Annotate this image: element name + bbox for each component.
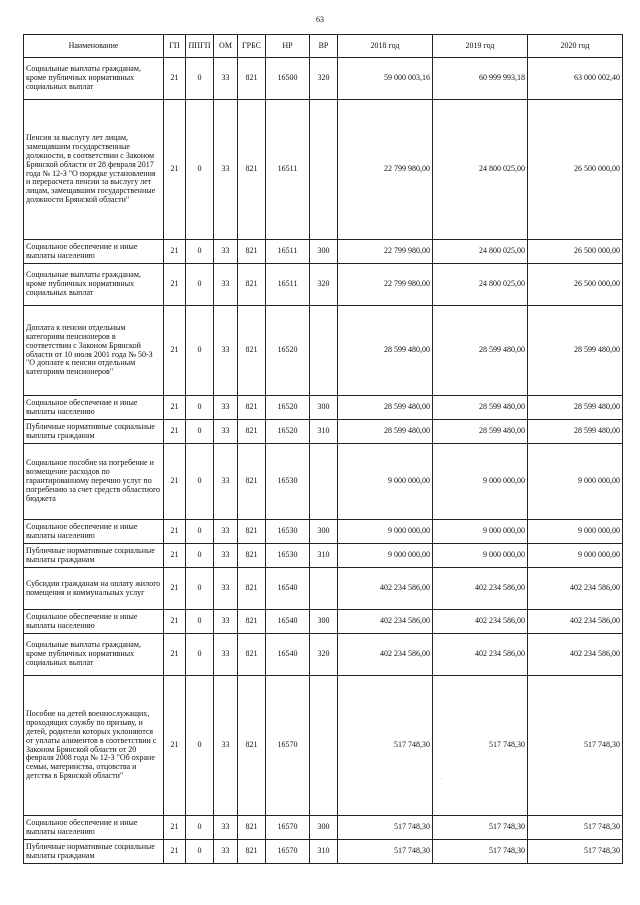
- cell-gp: 21: [164, 264, 186, 306]
- cell-gp: 21: [164, 610, 186, 634]
- cell-nr: 16540: [266, 634, 310, 676]
- table-row: [24, 100, 623, 240]
- cell-nr: 16540: [266, 568, 310, 610]
- cell-gp: 21: [164, 58, 186, 100]
- cell-name: Публичные нормативные социальные выплаты гражданам: [24, 840, 164, 864]
- cell-grbs: 821: [238, 676, 266, 816]
- cell-vr: 300: [310, 240, 338, 264]
- cell-y2019: 9 000 000,00: [433, 444, 528, 520]
- cell-grbs: 821: [238, 444, 266, 520]
- cell-y2018: 9 000 000,00: [338, 544, 433, 568]
- cell-vr: 300: [310, 520, 338, 544]
- cell-nr: 16511: [266, 100, 310, 240]
- cell-nr: 16511: [266, 240, 310, 264]
- cell-y2018: 22 799 980,00: [338, 264, 433, 306]
- table-row: [24, 444, 623, 520]
- cell-gp: 21: [164, 840, 186, 864]
- cell-om: 33: [214, 816, 238, 840]
- cell-name: Социальное обеспечение и иные выплаты населению: [24, 520, 164, 544]
- cell-y2018: 22 799 980,00: [338, 240, 433, 264]
- cell-y2018: 59 000 003,16: [338, 58, 433, 100]
- cell-gp: 21: [164, 676, 186, 816]
- cell-grbs: 821: [238, 306, 266, 396]
- cell-gp: 21: [164, 634, 186, 676]
- cell-om: 33: [214, 568, 238, 610]
- cell-om: 33: [214, 240, 238, 264]
- table-row: [24, 544, 623, 568]
- cell-om: 33: [214, 444, 238, 520]
- cell-ppgp: 0: [186, 520, 214, 544]
- scan-mark: .: [441, 775, 443, 781]
- cell-ppgp: 0: [186, 840, 214, 864]
- cell-name: Социальное обеспечение и иные выплаты населению: [24, 240, 164, 264]
- cell-y2020: 402 234 586,00: [528, 634, 623, 676]
- table-row: [24, 520, 623, 544]
- cell-y2020: 26 500 000,00: [528, 100, 623, 240]
- cell-ppgp: 0: [186, 240, 214, 264]
- cell-y2020: 517 748,30: [528, 840, 623, 864]
- table-row: [24, 306, 623, 396]
- table-row: [24, 676, 623, 816]
- cell-grbs: 821: [238, 240, 266, 264]
- cell-name: Социальные выплаты гражданам, кроме публичных нормативных социальных выплат: [24, 264, 164, 306]
- cell-y2019: 60 999 993,18: [433, 58, 528, 100]
- header-grbs: ГРБС: [238, 35, 266, 58]
- cell-y2018: 28 599 480,00: [338, 420, 433, 444]
- cell-y2020: 517 748,30: [528, 676, 623, 816]
- cell-name: Пенсия за выслугу лет лицам, замещавшим государственные должности, в соответствии с Законом Брянской области от 28 февраля 2017 года № 12-З "О порядке установления и перерасчета пенсии за выслугу лет лицам, замещавшим государственные должности Брянской области": [24, 100, 164, 240]
- cell-y2019: 402 234 586,00: [433, 568, 528, 610]
- cell-om: 33: [214, 610, 238, 634]
- header-ppgp: ППГП: [186, 35, 214, 58]
- cell-y2020: 28 599 480,00: [528, 396, 623, 420]
- cell-y2018: 9 000 000,00: [338, 520, 433, 544]
- cell-om: 33: [214, 100, 238, 240]
- cell-ppgp: 0: [186, 610, 214, 634]
- cell-y2019: 517 748,30: [433, 816, 528, 840]
- cell-nr: 16500: [266, 58, 310, 100]
- cell-vr: 300: [310, 610, 338, 634]
- cell-y2018: 517 748,30: [338, 840, 433, 864]
- cell-y2019: 28 599 480,00: [433, 306, 528, 396]
- cell-y2020: 9 000 000,00: [528, 544, 623, 568]
- cell-ppgp: 0: [186, 816, 214, 840]
- cell-y2020: 28 599 480,00: [528, 420, 623, 444]
- cell-nr: 16520: [266, 306, 310, 396]
- cell-gp: 21: [164, 240, 186, 264]
- cell-name: Пособие на детей военнослужащих, проходящих службу по призыву, и детей, родители которых уклоняются от уплаты алиментов в соответствии с Законом Брянской области от 20 февраля 2008 года № 12-З "Об охране семьи, материнства, отцовства и детства в Брянской области": [24, 676, 164, 816]
- cell-name: Социальное обеспечение и иные выплаты населению: [24, 816, 164, 840]
- table-row: [24, 264, 623, 306]
- cell-name: Социальное пособие на погребение и возмещение расходов по гарантированному перечню услуг по погребению за счет средств областного бюджета: [24, 444, 164, 520]
- cell-vr: 320: [310, 264, 338, 306]
- cell-vr: [310, 568, 338, 610]
- cell-name: Социальное обеспечение и иные выплаты населению: [24, 396, 164, 420]
- cell-nr: 16540: [266, 610, 310, 634]
- cell-vr: [310, 306, 338, 396]
- cell-om: 33: [214, 840, 238, 864]
- header-gp: ГП: [164, 35, 186, 58]
- cell-vr: [310, 444, 338, 520]
- table-row: [24, 58, 623, 100]
- cell-gp: 21: [164, 396, 186, 420]
- cell-y2018: 402 234 586,00: [338, 610, 433, 634]
- cell-grbs: 821: [238, 840, 266, 864]
- cell-y2020: 28 599 480,00: [528, 306, 623, 396]
- header-2018: 2018 год: [338, 35, 433, 58]
- cell-grbs: 821: [238, 100, 266, 240]
- table-row: [24, 240, 623, 264]
- cell-y2018: 28 599 480,00: [338, 396, 433, 420]
- cell-vr: 300: [310, 816, 338, 840]
- cell-vr: 300: [310, 396, 338, 420]
- cell-ppgp: 0: [186, 420, 214, 444]
- cell-nr: 16520: [266, 420, 310, 444]
- cell-om: 33: [214, 58, 238, 100]
- cell-y2018: 22 799 980,00: [338, 100, 433, 240]
- cell-y2019: 24 800 025,00: [433, 240, 528, 264]
- cell-om: 33: [214, 544, 238, 568]
- budget-table: [23, 34, 623, 864]
- table-row: [24, 634, 623, 676]
- cell-gp: 21: [164, 568, 186, 610]
- cell-grbs: 821: [238, 610, 266, 634]
- table-header-row: [24, 35, 623, 58]
- cell-grbs: 821: [238, 420, 266, 444]
- cell-name: Публичные нормативные социальные выплаты гражданам: [24, 544, 164, 568]
- cell-y2019: 517 748,30: [433, 840, 528, 864]
- cell-grbs: 821: [238, 520, 266, 544]
- cell-ppgp: 0: [186, 568, 214, 610]
- cell-ppgp: 0: [186, 306, 214, 396]
- cell-gp: 21: [164, 444, 186, 520]
- cell-y2020: 9 000 000,00: [528, 520, 623, 544]
- header-nr: НР: [266, 35, 310, 58]
- cell-y2020: 63 000 002,40: [528, 58, 623, 100]
- cell-y2020: 402 234 586,00: [528, 610, 623, 634]
- cell-gp: 21: [164, 420, 186, 444]
- header-om: ОМ: [214, 35, 238, 58]
- cell-name: Публичные нормативные социальные выплаты гражданам: [24, 420, 164, 444]
- header-2019: 2019 год: [433, 35, 528, 58]
- cell-name: Социальные выплаты гражданам, кроме публичных нормативных социальных выплат: [24, 634, 164, 676]
- cell-y2019: 28 599 480,00: [433, 396, 528, 420]
- cell-nr: 16570: [266, 840, 310, 864]
- cell-vr: 310: [310, 544, 338, 568]
- cell-nr: 16530: [266, 444, 310, 520]
- cell-y2019: 9 000 000,00: [433, 520, 528, 544]
- cell-gp: 21: [164, 520, 186, 544]
- cell-om: 33: [214, 676, 238, 816]
- cell-y2018: 517 748,30: [338, 676, 433, 816]
- header-name: Наименование: [24, 35, 164, 58]
- cell-om: 33: [214, 520, 238, 544]
- cell-om: 33: [214, 420, 238, 444]
- cell-vr: [310, 676, 338, 816]
- cell-y2020: 9 000 000,00: [528, 444, 623, 520]
- cell-nr: 16570: [266, 676, 310, 816]
- cell-nr: 16511: [266, 264, 310, 306]
- cell-y2018: 517 748,30: [338, 816, 433, 840]
- cell-vr: 320: [310, 634, 338, 676]
- cell-y2019: 24 800 025,00: [433, 100, 528, 240]
- cell-om: 33: [214, 264, 238, 306]
- cell-ppgp: 0: [186, 396, 214, 420]
- cell-y2018: 28 599 480,00: [338, 306, 433, 396]
- header-vr: ВР: [310, 35, 338, 58]
- cell-name: Доплата к пенсии отдельным категориям пенсионеров в соответствии с Законом Брянской области от 10 июля 2001 года № 50-З "О доплате к пенсии отдельным категориям пенсионеров": [24, 306, 164, 396]
- cell-y2018: 402 234 586,00: [338, 634, 433, 676]
- cell-om: 33: [214, 634, 238, 676]
- cell-grbs: 821: [238, 568, 266, 610]
- cell-grbs: 821: [238, 264, 266, 306]
- cell-y2019: 24 800 025,00: [433, 264, 528, 306]
- cell-ppgp: 0: [186, 264, 214, 306]
- page-number: 63: [316, 15, 324, 24]
- table-row: [24, 816, 623, 840]
- cell-gp: 21: [164, 544, 186, 568]
- cell-y2020: 26 500 000,00: [528, 240, 623, 264]
- cell-om: 33: [214, 396, 238, 420]
- cell-y2019: 402 234 586,00: [433, 610, 528, 634]
- cell-ppgp: 0: [186, 58, 214, 100]
- cell-y2020: 402 234 586,00: [528, 568, 623, 610]
- cell-y2020: 26 500 000,00: [528, 264, 623, 306]
- cell-gp: 21: [164, 306, 186, 396]
- cell-nr: 16570: [266, 816, 310, 840]
- cell-nr: 16520: [266, 396, 310, 420]
- cell-nr: 16530: [266, 544, 310, 568]
- cell-ppgp: 0: [186, 544, 214, 568]
- cell-vr: 310: [310, 420, 338, 444]
- cell-grbs: 821: [238, 816, 266, 840]
- cell-y2019: 28 599 480,00: [433, 420, 528, 444]
- cell-grbs: 821: [238, 634, 266, 676]
- cell-vr: 320: [310, 58, 338, 100]
- table-row: [24, 568, 623, 610]
- cell-grbs: 821: [238, 58, 266, 100]
- cell-ppgp: 0: [186, 634, 214, 676]
- cell-ppgp: 0: [186, 444, 214, 520]
- table-row: [24, 396, 623, 420]
- cell-vr: [310, 100, 338, 240]
- table-row: [24, 610, 623, 634]
- cell-vr: 310: [310, 840, 338, 864]
- cell-name: Социальное обеспечение и иные выплаты населению: [24, 610, 164, 634]
- cell-name: Социальные выплаты гражданам, кроме публичных нормативных социальных выплат: [24, 58, 164, 100]
- cell-gp: 21: [164, 100, 186, 240]
- cell-y2019: 517 748,30: [433, 676, 528, 816]
- cell-grbs: 821: [238, 396, 266, 420]
- cell-ppgp: 0: [186, 100, 214, 240]
- cell-y2019: 9 000 000,00: [433, 544, 528, 568]
- cell-y2018: 9 000 000,00: [338, 444, 433, 520]
- header-2020: 2020 год: [528, 35, 623, 58]
- cell-gp: 21: [164, 816, 186, 840]
- cell-y2018: 402 234 586,00: [338, 568, 433, 610]
- table-row: [24, 840, 623, 864]
- table-row: [24, 420, 623, 444]
- cell-name: Субсидии гражданам на оплату жилого помещения и коммунальных услуг: [24, 568, 164, 610]
- cell-y2019: 402 234 586,00: [433, 634, 528, 676]
- cell-grbs: 821: [238, 544, 266, 568]
- cell-nr: 16530: [266, 520, 310, 544]
- cell-y2020: 517 748,30: [528, 816, 623, 840]
- cell-om: 33: [214, 306, 238, 396]
- cell-ppgp: 0: [186, 676, 214, 816]
